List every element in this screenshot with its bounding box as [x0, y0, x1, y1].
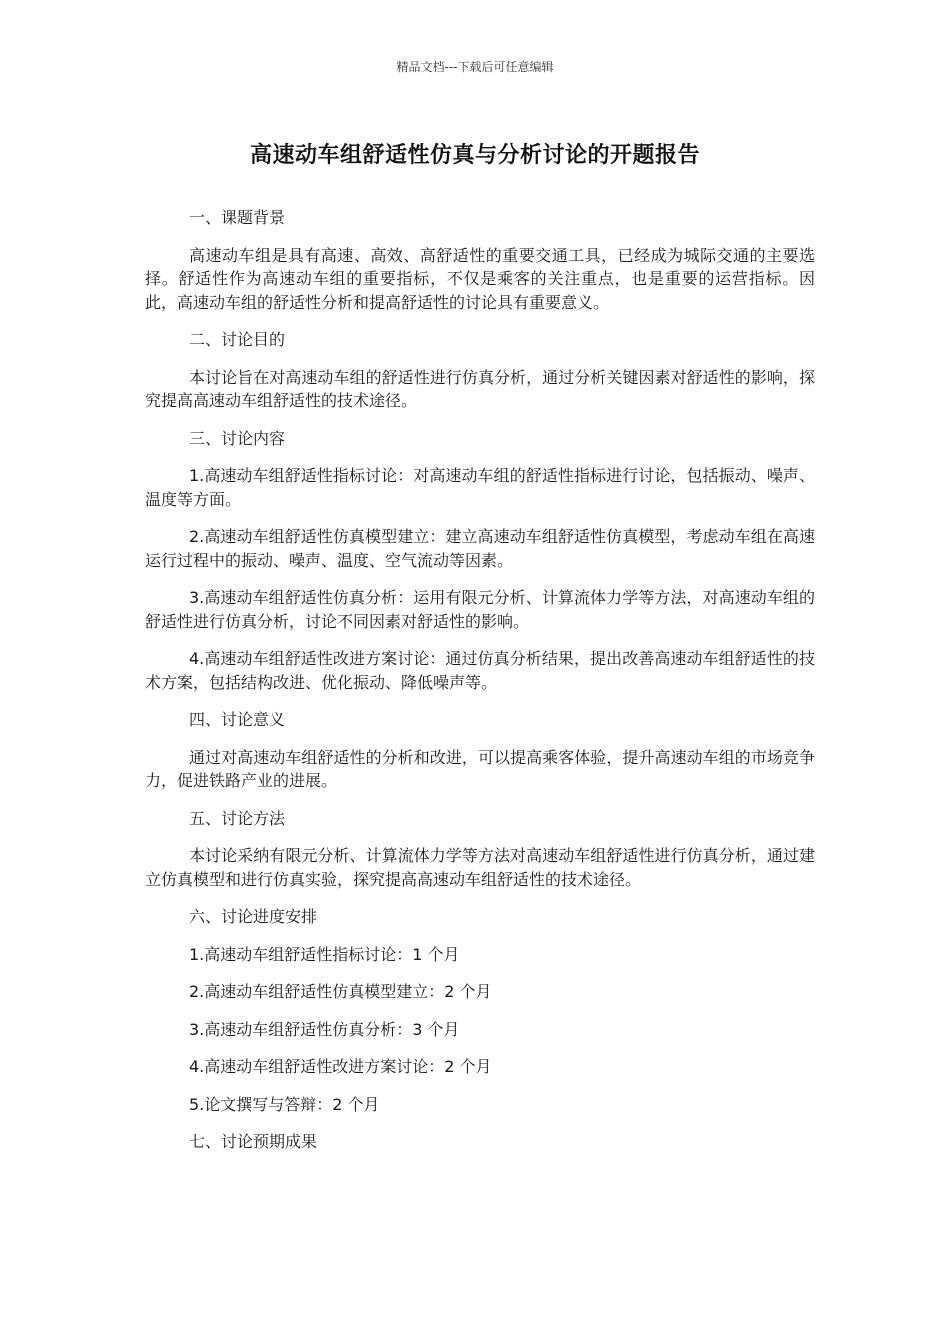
header-note: 精品文档---下载后可任意编辑 — [396, 60, 554, 74]
schedule-item-5: 5.论文撰写与答辩：2 个月 — [189, 1094, 380, 1114]
section-heading-method: 五、讨论方法 — [189, 808, 286, 828]
section-heading-schedule: 六、讨论进度安排 — [189, 907, 318, 926]
schedule-item-4: 4.高速动车组舒适性改进方案讨论：2 个月 — [189, 1057, 492, 1076]
section-heading-significance: 四、讨论意义 — [189, 710, 286, 729]
section-heading-expected-results: 七、讨论预期成果 — [189, 1132, 318, 1151]
content-item-4: 4.高速动车组舒适性改进方案讨论：通过仿真分析结果，提出改善高速动车组舒适性的技术方案，包括结构改进、优化振动、降低噪声等。 — [145, 649, 815, 692]
paragraph-background: 高速动车组是具有高速、高效、高舒适性的重要交通工具，已经成为城际交通的主要选择。舒适性作为高速动车组的重要指标，不仅是乘客的关注重点，也是重要的运营指标。因此，高速动车组的舒适性分析和提高舒适性的讨论具有重要意义。 — [145, 245, 815, 312]
schedule-item-3: 3.高速动车组舒适性仿真分析：3 个月 — [189, 1019, 460, 1039]
schedule-item-2: 2.高速动车组舒适性仿真模型建立：2 个月 — [189, 982, 492, 1001]
content-item-3: 3.高速动车组舒适性仿真分析：运用有限元分析、计算流体力学等方法，对高速动车组的舒适性进行仿真分析，讨论不同因素对舒适性的影响。 — [145, 588, 815, 631]
document-title: 高速动车组舒适性仿真与分析讨论的开题报告 — [249, 143, 700, 168]
paragraph-significance: 通过对高速动车组舒适性的分析和改进，可以提高乘客体验，提升高速动车组的市场竞争力，促进铁路产业的进展。 — [145, 747, 815, 790]
section-heading-background: 一、课题背景 — [189, 208, 286, 227]
document-body — [145, 206, 815, 1168]
section-heading-content: 三、讨论内容 — [189, 428, 286, 448]
paragraph-purpose: 本讨论旨在对高速动车组的舒适性进行仿真分析，通过分析关键因素对舒适性的影响，探究提高高速动车组舒适性的技术途径。 — [145, 367, 815, 410]
paragraph-method: 本讨论采纳有限元分析、计算流体力学等方法对高速动车组舒适性进行仿真分析，通过建立仿真模型和进行仿真实验，探究提高高速动车组舒适性的技术途径。 — [145, 846, 815, 889]
section-heading-purpose: 二、讨论目的 — [189, 330, 286, 349]
content-item-2: 2.高速动车组舒适性仿真模型建立：建立高速动车组舒适性仿真模型，考虑动车组在高速运行过程中的振动、噪声、温度、空气流动等因素。 — [145, 527, 815, 570]
schedule-item-1: 1.高速动车组舒适性指标讨论：1 个月 — [189, 944, 460, 964]
content-item-1: 1.高速动车组舒适性指标讨论：对高速动车组的舒适性指标进行讨论，包括振动、噪声、温度等方面。 — [145, 466, 815, 509]
